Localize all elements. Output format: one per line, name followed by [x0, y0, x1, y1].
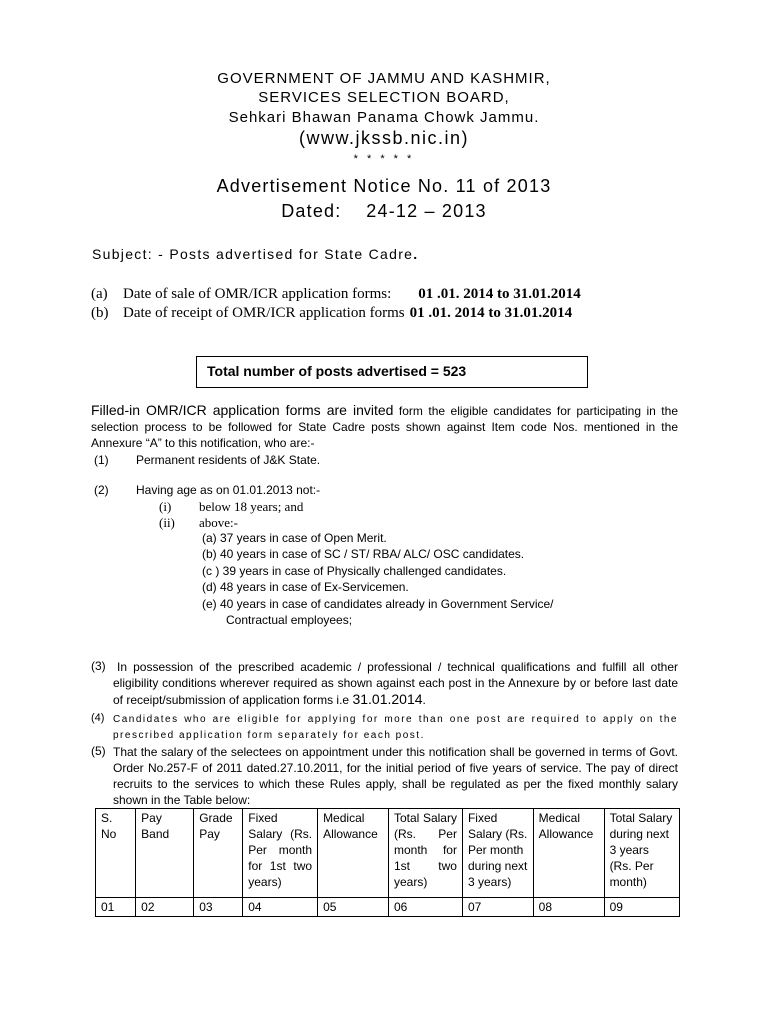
subject-text: Subject: - Posts advertised for State Cadre [92, 246, 414, 262]
item-3-end: . [422, 693, 426, 707]
intro-lead: Filled-in OMR/ICR application forms are invited [91, 402, 394, 418]
col-header-medical-allowance: Medical Allowance [318, 809, 389, 898]
table-cell: 02 [136, 898, 194, 917]
item-3-body: In possession of the prescribed academic / professional / technical qualifications and fulfill all other eligibility conditions wherever required as shown against each post in the Annexure by or before last date of receipt/submission of application forms i.e [113, 660, 678, 707]
item-3-text [113, 659, 678, 708]
date-value-b: 01 .01. 2014 to 31.01.2014 [409, 305, 573, 321]
date-label-a: (a) [91, 286, 108, 302]
intro-paragraph [91, 402, 678, 451]
item-2-sub1-text: below 18 years; and [199, 499, 304, 514]
age-limit-e: (e) 40 years in case of candidates already in Government Service/ [202, 597, 554, 611]
age-limit-b: (b) 40 years in case of SC / ST/ RBA/ ALC/ OSC candidates. [202, 547, 525, 561]
item-1-number: (1) [94, 453, 109, 467]
header-website: (www.jkssb.nic.in) [298, 128, 470, 148]
table-cell: 03 [194, 898, 243, 917]
date-value-a: 01 .01. 2014 to 31.01.2014 [418, 286, 581, 302]
item-2-number: (2) [94, 483, 109, 497]
subject-period: . [413, 246, 419, 262]
item-5-number: (5) [91, 744, 106, 758]
total-posts-box: Total number of posts advertised = 523 [196, 356, 588, 388]
col-header-grade-pay: Grade Pay [194, 809, 243, 898]
age-limit-c: (c ) 39 years in case of Physically challenged candidates. [202, 564, 507, 578]
notice-dated: Dated: 24-12 – 2013 [281, 201, 487, 221]
item-1-text: Permanent residents of J&K State. [136, 453, 321, 467]
item-4-number: (4) [91, 712, 105, 724]
item-5-text: That the salary of the selectees on appointment under this notification shall be governed in terms of Govt. Order No.257-F of 2011 dated.27.10.2011, for the initial period of five years of service. The pay of direct recruits to the services to which these Rules apply, shall be regulated as per the fixed monthly salary shown in the Table below: [113, 745, 678, 807]
table-row [96, 898, 680, 917]
col-header-pay-band: Pay Band [136, 809, 194, 898]
col-header-medical-allowance-2: Medical Allowance [533, 809, 604, 898]
col-header-total-salary-2yr: Total Salary (Rs. Per month for 1st two years) [388, 809, 462, 898]
date-line-a [91, 286, 581, 303]
table-cell: 08 [533, 898, 604, 917]
intro-rest: form the eligible candidates for participating in the selection process to be followed for State Cadre posts shown against Item code Nos. mentioned in the Annexure “A” to this notification, who are:- [91, 404, 678, 450]
col-header-fixed-salary-2yr: Fixed Salary (Rs. Per month for 1st two years) [243, 809, 318, 898]
header-stars: * * * * * [353, 153, 415, 165]
salary-table [95, 808, 680, 917]
item-2-sub2-number: (ii) [159, 515, 175, 530]
header-address: Sehkari Bhawan Panama Chowk Jammu. [228, 109, 540, 126]
date-text-a: Date of sale of OMR/ICR application forms: [123, 286, 392, 302]
subject-line [92, 246, 418, 262]
col-header-total-salary-3yr: Total Salary during next 3 years (Rs. Per month) [604, 809, 679, 898]
notice-title: Advertisement Notice No. 11 of 2013 [216, 176, 552, 196]
item-3-date: 31.01.2014 [352, 691, 423, 707]
header-board: SERVICES SELECTION BOARD, [258, 89, 510, 106]
age-limit-d: (d) 48 years in case of Ex-Servicemen. [202, 580, 409, 594]
header-government: GOVERNMENT OF JAMMU AND KASHMIR, [217, 70, 551, 87]
salary-table-header-row [96, 809, 680, 898]
table-cell: 06 [388, 898, 462, 917]
date-line-b [91, 305, 572, 322]
item-3-number: (3) [91, 659, 106, 673]
col-header-sno: S. No [96, 809, 136, 898]
age-limit-a: (a) 37 years in case of Open Merit. [202, 531, 387, 545]
item-2-text: Having age as on 01.01.2013 not:- [136, 483, 321, 497]
item-2-sub2-text: above:- [199, 515, 238, 530]
col-header-fixed-salary-3yr: Fixed Salary (Rs. Per month during next 3 years) [462, 809, 533, 898]
table-cell: 04 [243, 898, 318, 917]
table-cell: 01 [96, 898, 136, 917]
item-4-text: Candidates who are eligible for applying for more than one post are required to apply on the prescribed application form separately for each post. [113, 714, 678, 741]
date-label-b: (b) [91, 305, 109, 321]
age-limit-e-cont: Contractual employees; [226, 613, 353, 627]
date-text-b: Date of receipt of OMR/ICR application forms [123, 305, 405, 321]
table-cell: 07 [462, 898, 533, 917]
table-cell: 09 [604, 898, 679, 917]
table-cell: 05 [318, 898, 389, 917]
item-2-sub1-number: (i) [159, 499, 172, 514]
